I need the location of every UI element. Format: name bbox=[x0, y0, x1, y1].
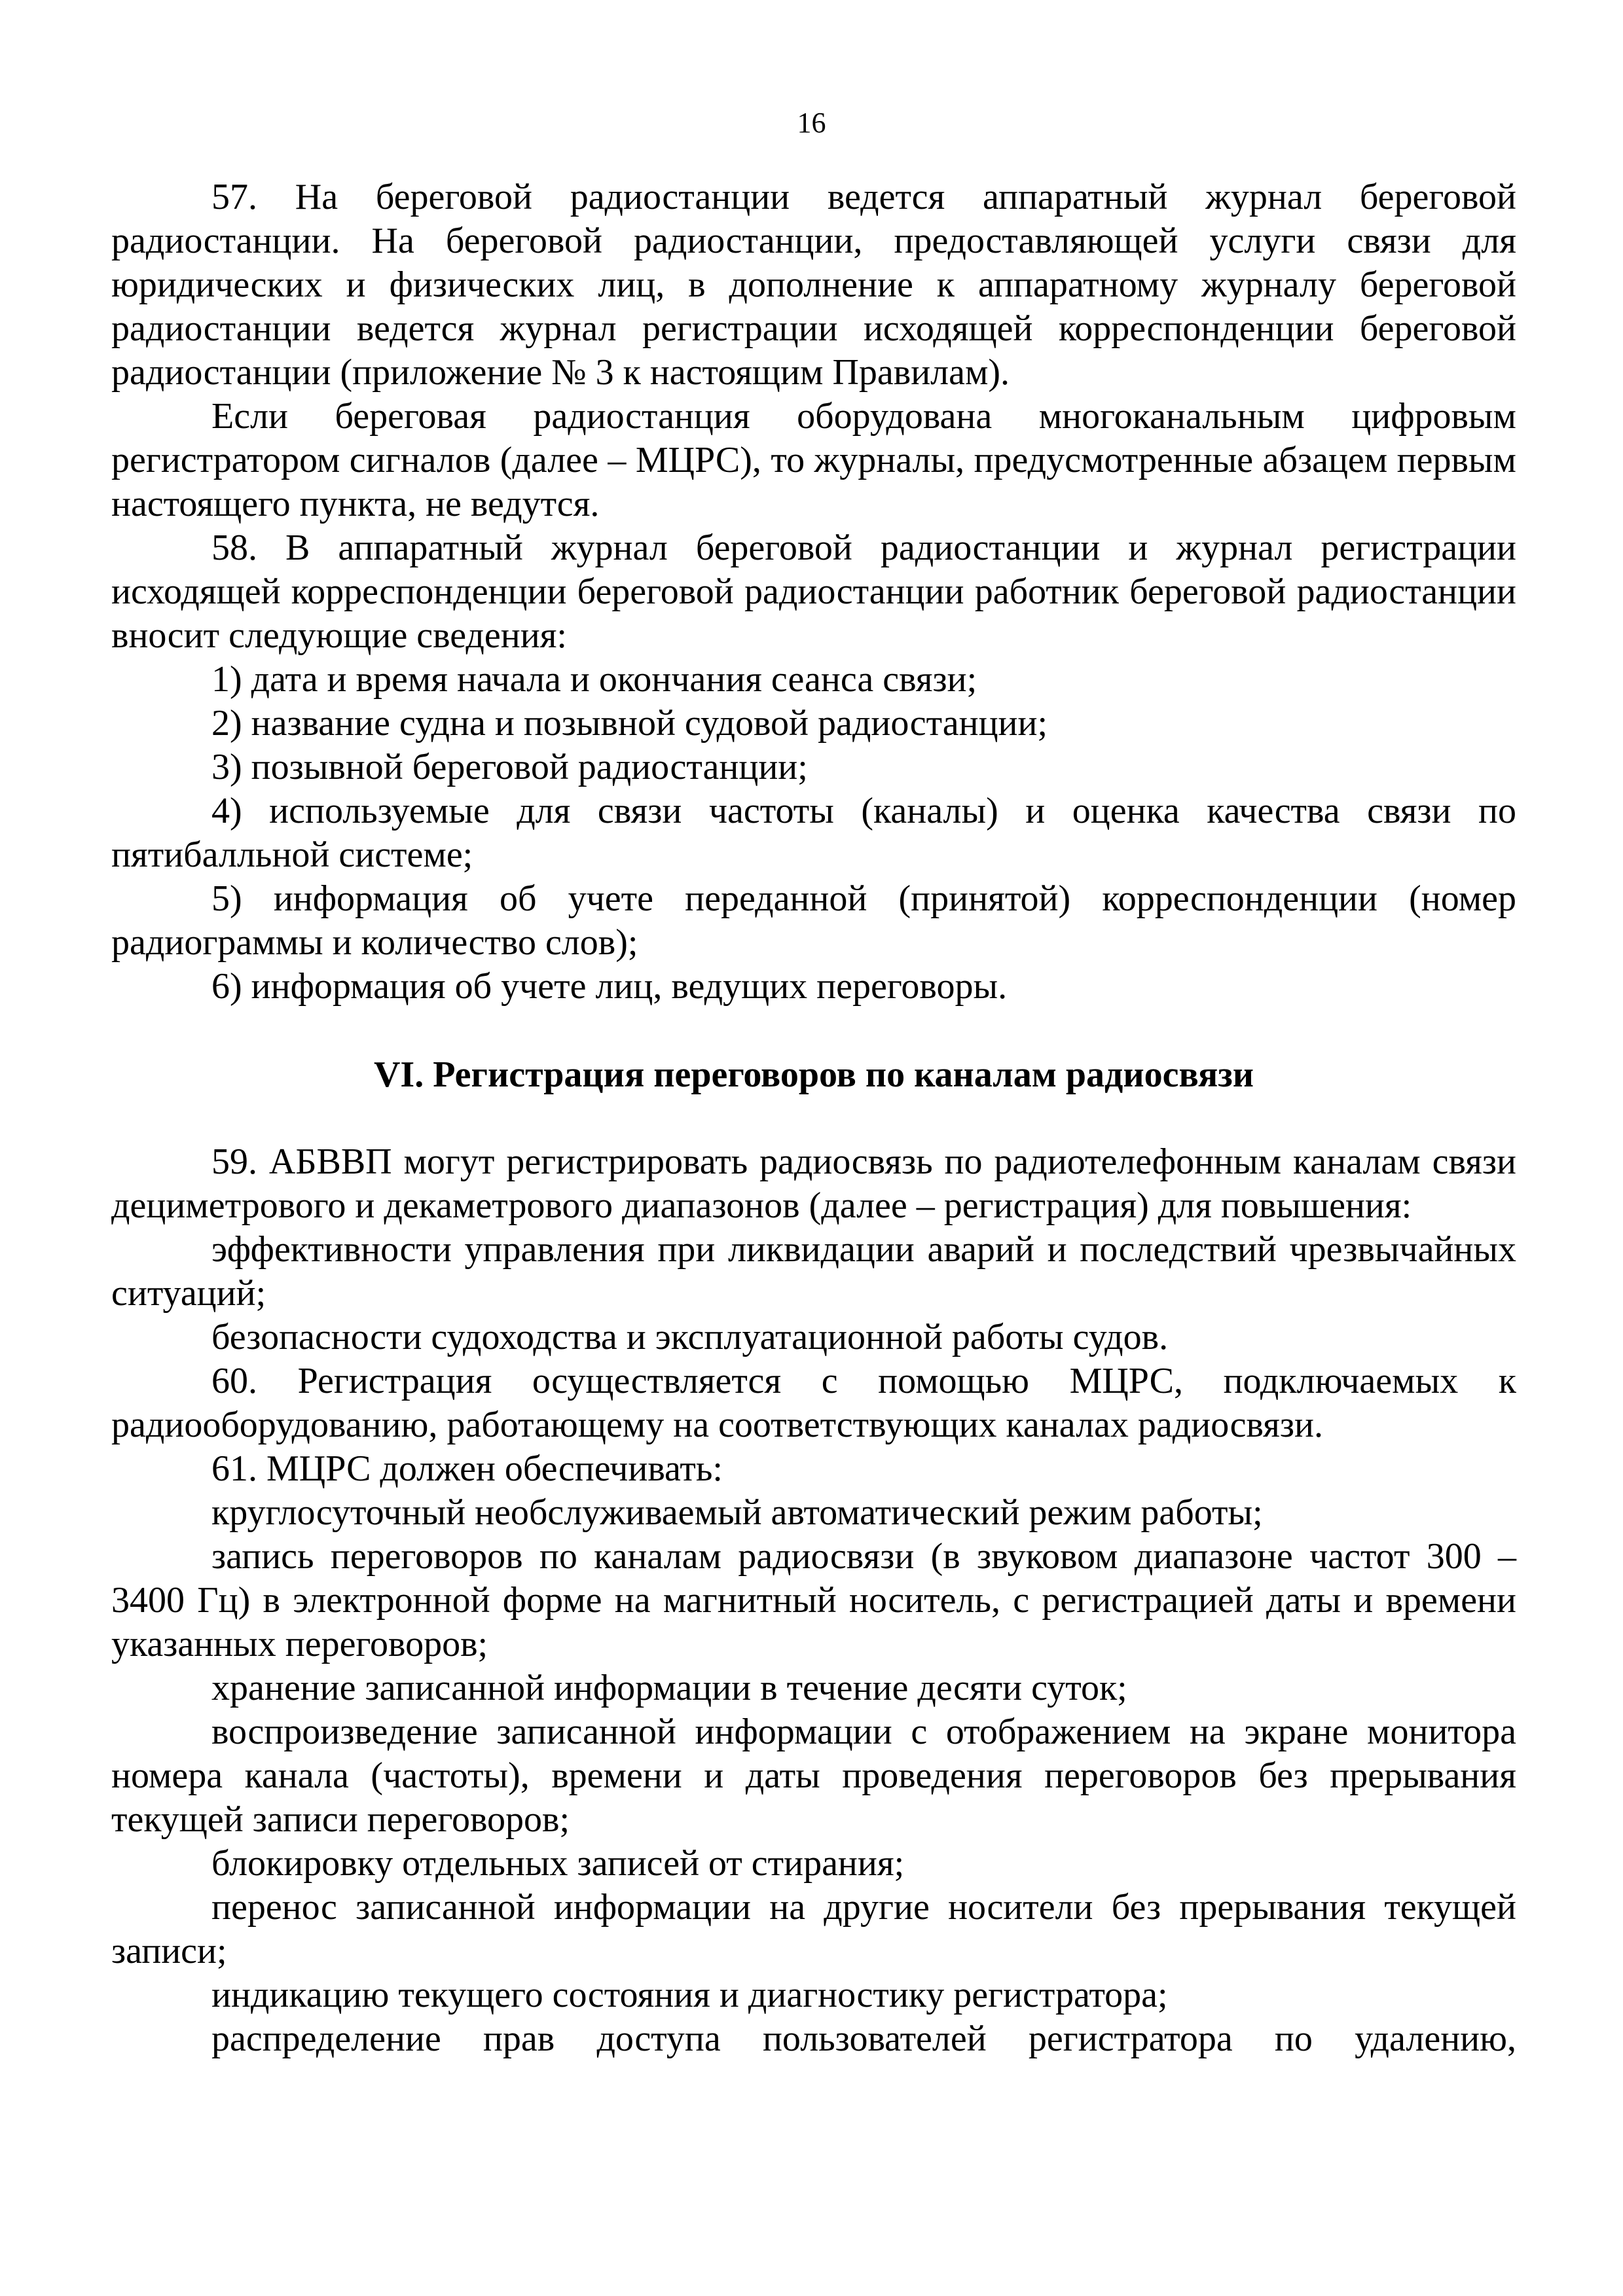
list-item: перенос записанной информации на другие носители без прерывания текущей записи; bbox=[111, 1887, 1516, 1971]
list-item: распределение прав доступа пользователей регистратора по удалению, bbox=[211, 2018, 1516, 2059]
list-item: 6) информация об учете лиц, ведущих переговоры. bbox=[211, 966, 1008, 1007]
list-item: круглосуточный необслуживаемый автоматический режим работы; bbox=[211, 1492, 1263, 1533]
list-item: запись переговоров по каналам радиосвязи (в звуковом диапазоне частот 300 – 3400 Гц) в электронной форме на магнитный носитель, с регистрацией даты и времени указанных переговоров; bbox=[111, 1536, 1516, 1664]
paragraph-57: 57. На береговой радиостанции ведется аппаратный журнал береговой радиостанции. На береговой радиостанции, предоставляющей услуги связи для юридических и физических лиц, в дополнение к аппаратному журналу береговой радиостанции ведется журнал регистрации исходящей корреспонденции береговой радиостанции (приложение № 3 к настоящим Правилам). bbox=[111, 177, 1516, 393]
spacer bbox=[111, 1097, 1516, 1140]
list-item: 3) позывной береговой радиостанции; bbox=[211, 747, 808, 787]
paragraph-58: 58. В аппаратный журнал береговой радиостанции и журнал регистрации исходящей корреспонденции береговой радиостанции работник береговой радиостанции вносит следующие сведения: bbox=[111, 528, 1516, 656]
list-item: хранение записанной информации в течение десяти суток; bbox=[211, 1668, 1127, 1708]
paragraph-61: 61. МЦРС должен обеспечивать: bbox=[211, 1448, 723, 1489]
list-item: блокировку отдельных записей от стирания; bbox=[211, 1843, 905, 1884]
paragraph-57-journals-note: Если береговая радиостанция оборудована многоканальным цифровым регистратором сигналов (далее – МЦРС), то журналы, предусмотренные абзацем первым настоящего пункта, не ведутся. bbox=[111, 396, 1516, 524]
list-item: 5) информация об учете переданной (принятой) корреспонденции (номер радиограммы и количество слов); bbox=[111, 878, 1516, 963]
list-item: безопасности судоходства и эксплуатационной работы судов. bbox=[211, 1317, 1169, 1357]
section-heading: VI. Регистрация переговоров по каналам радиосвязи bbox=[373, 1054, 1254, 1095]
page-number: 16 bbox=[797, 107, 826, 139]
document-body bbox=[111, 175, 1516, 2061]
list-item: воспроизведение записанной информации с отображением на экране монитора номера канала (частоты), времени и даты проведения переговоров без прерывания текущей записи переговоров; bbox=[111, 1712, 1516, 1840]
list-item: индикацию текущего состояния и диагностику регистратора; bbox=[211, 1975, 1168, 2015]
list-item: 1) дата и время начала и окончания сеанса связи; bbox=[211, 659, 977, 700]
paragraph-59: 59. АБВВП могут регистрировать радиосвязь по радиотелефонным каналам связи дециметрового и декаметрового диапазонов (далее – регистрация) для повышения: bbox=[111, 1141, 1516, 1226]
paragraph-60: 60. Регистрация осуществляется с помощью МЦРС, подключаемых к радиооборудованию, работающему на соответствующих каналах радиосвязи. bbox=[111, 1361, 1516, 1445]
spacer bbox=[111, 1009, 1516, 1053]
list-item: 2) название судна и позывной судовой радиостанции; bbox=[211, 703, 1048, 744]
list-item: 4) используемые для связи частоты (каналы) и оценка качества связи по пятибалльной системе; bbox=[111, 791, 1516, 875]
list-item: эффективности управления при ликвидации аварий и последствий чрезвычайных ситуаций; bbox=[111, 1229, 1516, 1314]
